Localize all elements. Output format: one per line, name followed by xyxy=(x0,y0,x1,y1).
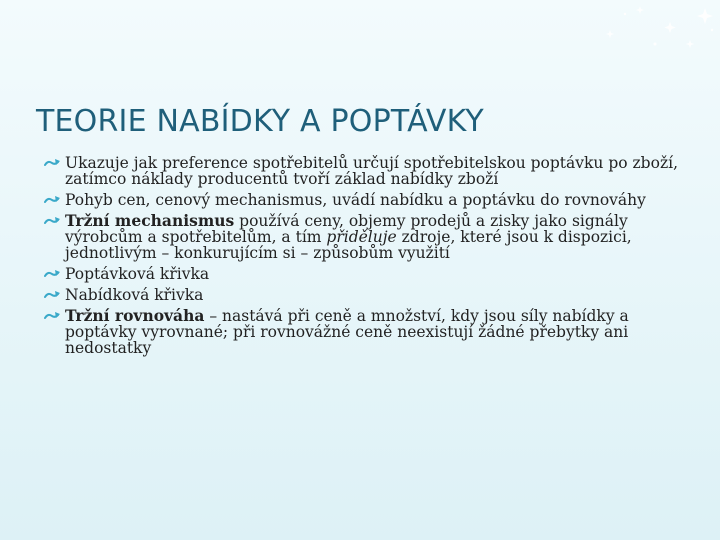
bullet-text: přiděluje xyxy=(326,228,397,246)
wave-arrow-icon xyxy=(44,309,61,323)
bullet-text: Tržní rovnováha xyxy=(65,306,205,325)
wave-arrow-icon xyxy=(44,288,61,302)
bullet-text: zdroje, které jsou k dispozici, jednotlivým – konkurujícím si – způsobům využití xyxy=(65,228,632,262)
wave-arrow-icon xyxy=(44,214,61,228)
bullet-list xyxy=(44,155,684,361)
bullet-text: Poptávková křivka xyxy=(65,265,210,283)
sparkle-decoration-icon xyxy=(460,0,720,60)
bullet-text: Tržní mechanismus xyxy=(65,211,235,230)
wave-arrow-icon xyxy=(44,193,61,207)
bullet-item xyxy=(44,155,684,187)
bullet-text: – nastává při ceně a množství, kdy jsou síly nabídky a poptávky vyrovnané; při rovnovážné ceně neexistují žádné přebytky ani nedostatky xyxy=(65,307,629,357)
bullet-item xyxy=(44,266,684,282)
bullet-text: Pohyb cen, cenový mechanismus, uvádí nabídku a poptávku do rovnováhy xyxy=(65,191,646,209)
wave-arrow-icon xyxy=(44,156,61,170)
bullet-item xyxy=(44,192,684,208)
slide-title: TEORIE NABÍDKY A POPTÁVKY xyxy=(36,104,484,139)
bullet-item xyxy=(44,213,684,261)
bullet-text: Ukazuje jak preference spotřebitelů určují spotřebitelskou poptávku po zboží, zatímco náklady producentů tvoří základ nabídky zboží xyxy=(65,154,678,188)
bullet-item xyxy=(44,287,684,303)
wave-arrow-icon xyxy=(44,267,61,281)
bullet-item xyxy=(44,308,684,356)
bullet-text: Nabídková křivka xyxy=(65,286,204,304)
bullet-text: používá ceny, objemy prodejů a zisky jako signály výrobcům a spotřebitelům, a tím xyxy=(65,212,628,246)
